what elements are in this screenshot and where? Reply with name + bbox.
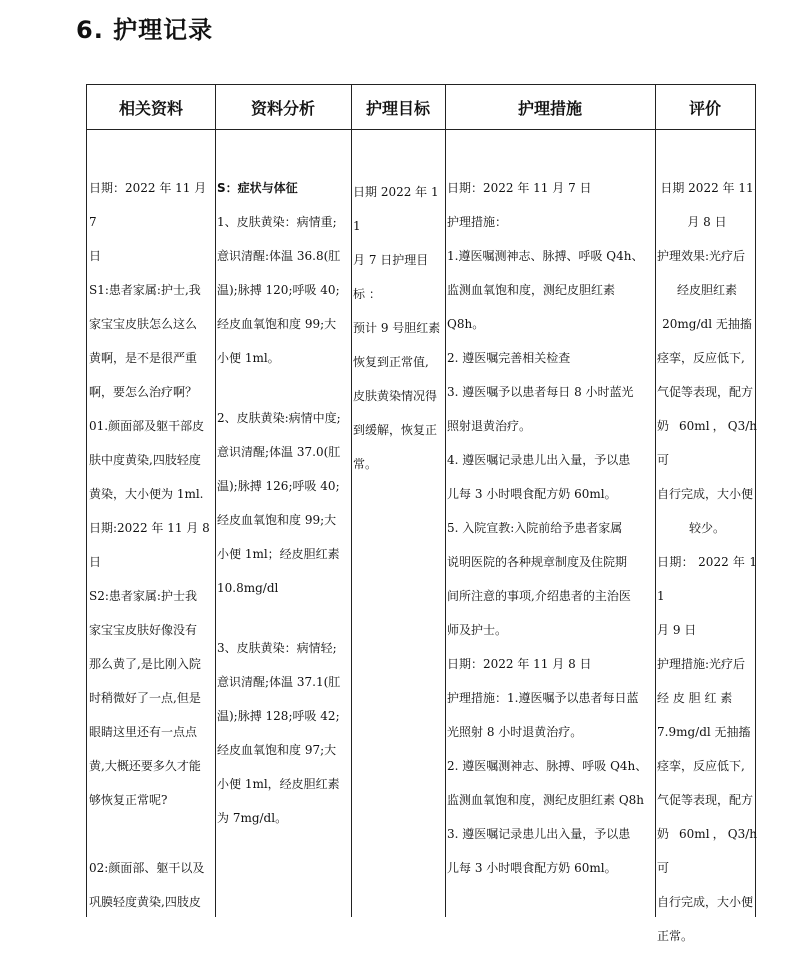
related-data-line: 日期:2022 年 11 月 8 <box>89 521 210 535</box>
related-data-line: S1:患者家属:护士,我 <box>89 283 201 297</box>
measure-line: 3. 遵医嘱记录患儿出入量，予以患 <box>447 827 631 841</box>
analysis-line: 温);脉搏 128;呼吸 42; <box>217 709 340 723</box>
goal-line: 常。 <box>353 457 378 471</box>
evaluation-line: 月 9 日 <box>657 623 697 637</box>
evaluation-line: 自行完成，大小便 <box>657 487 754 501</box>
analysis-line: 意识清醒;体温 37.0(肛 <box>217 445 341 459</box>
related-data-line: 日 <box>89 555 102 569</box>
goal-line: 预计 9 号胆红素 <box>353 321 441 335</box>
analysis-line: 1、皮肤黄染：病情重; <box>217 215 337 229</box>
analysis-group-3 <box>217 631 351 835</box>
related-data-line: 巩膜轻度黄染,四肢皮 <box>89 895 201 909</box>
header-nursing-measures: 护理措施 <box>517 98 582 118</box>
evaluation-cell <box>657 171 757 953</box>
related-data-line: 日 <box>89 249 102 263</box>
measure-line: 日期：2022 年 11 月 8 日 <box>447 657 592 671</box>
measure-line: 儿每 3 小时喂食配方奶 60ml。 <box>447 487 617 501</box>
evaluation-line: 经皮胆红素 <box>676 283 737 297</box>
related-data-line: 黄染，大小便为 1ml. <box>89 487 204 501</box>
related-data-line: 眼睛这里还有一点点 <box>89 725 198 739</box>
goal-line: 月 7 日护理目 <box>353 253 429 267</box>
evaluation-line: 较少。 <box>688 521 725 535</box>
related-data-line: 日期：2022 年 11 月 7 <box>89 181 207 229</box>
evaluation-line: 痉挛，反应低下, <box>657 759 745 773</box>
analysis-line: 意识清醒:体温 36.8(肛 <box>217 249 341 263</box>
measure-line: 5. 入院宣教:入院前给予患者家属 <box>447 521 623 535</box>
evaluation-line: 自行完成，大小便 <box>657 895 754 909</box>
column-divider <box>351 85 352 917</box>
analysis-line: 经皮血氧饱和度 97;大 <box>217 743 337 757</box>
evaluation-line: 日期： 2022 年 11 <box>657 555 757 603</box>
analysis-line: 小便 1ml。 <box>217 351 280 365</box>
analysis-line: 经皮血氧饱和度 99;大 <box>217 513 337 527</box>
evaluation-line: 经 皮 胆 红 素 <box>657 691 733 705</box>
related-data-line: 01.颜面部及躯干部皮 <box>89 419 205 433</box>
data-analysis-cell <box>217 171 351 835</box>
measure-line: 间所注意的事项,介绍患者的主治医 <box>447 589 631 603</box>
analysis-line: 温);脉搏 126;呼吸 40; <box>217 479 340 493</box>
header-evaluation: 评价 <box>688 98 721 118</box>
related-data-line: 黄,大概还要多久才能 <box>89 759 201 773</box>
measure-line: 2. 遵医嘱完善相关检查 <box>447 351 571 365</box>
goal-line: 到缓解，恢复正 <box>353 423 438 437</box>
measure-line: 照射退黄治疗。 <box>447 419 532 433</box>
goal-line: 恢复到正常值, <box>353 355 429 369</box>
column-divider <box>215 85 216 917</box>
measure-line: 监测血氧饱和度，测纪皮胆红素 <box>447 283 616 297</box>
measure-line: 护理措施：1.遵医嘱予以患者每日蓝 <box>447 691 639 705</box>
analysis-group-2 <box>217 401 351 605</box>
related-data-cell <box>89 171 215 919</box>
column-divider <box>445 85 446 917</box>
related-data-line <box>89 817 215 851</box>
measure-line: 说明医院的各种规章制度及住院期 <box>447 555 628 569</box>
analysis-line: 10.8mg/dl <box>217 581 279 595</box>
measure-line: 3. 遵医嘱予以患者每日 8 小时蓝光 <box>447 385 634 399</box>
analysis-line: 意识清醒;体温 37.1(肛 <box>217 675 341 689</box>
nursing-record-table <box>86 84 757 943</box>
analysis-line: 经皮血氧饱和度 99;大 <box>217 317 337 331</box>
analysis-line: 小便 1ml；经皮胆红素 <box>217 547 340 561</box>
analysis-line: 小便 1ml，经皮胆红素 <box>217 777 340 791</box>
related-data-line: 够恢复正常呢? <box>89 793 168 807</box>
measure-line: 师及护士。 <box>447 623 508 637</box>
related-data-line: 肤中度黄染,四肢轻度 <box>89 453 201 467</box>
evaluation-line: 20mg/dl 无抽搐 <box>662 317 752 331</box>
related-data-line: 家宝宝皮肤怎么这么 <box>89 317 198 331</box>
header-related-data: 相关资料 <box>118 98 183 118</box>
related-data-line: 时稍微好了一点,但是 <box>89 691 201 705</box>
header-data-analysis: 资料分析 <box>250 98 315 118</box>
nursing-goal-cell <box>353 175 443 481</box>
related-data-line: 黄啊，是不是很严重 <box>89 351 198 365</box>
goal-line: 日期 2022 年 11 <box>353 185 439 233</box>
evaluation-line: 正常。 <box>657 929 694 943</box>
evaluation-line: 月 8 日 <box>687 215 727 229</box>
header-nursing-goal: 护理目标 <box>365 98 430 118</box>
goal-line: 皮肤黄染情况得 <box>353 389 438 403</box>
evaluation-line: 痉挛，反应低下, <box>657 351 745 365</box>
goal-line: 标 ： <box>353 287 381 301</box>
nursing-measures-cell <box>447 171 655 885</box>
evaluation-line: 气促等表现，配方 <box>657 385 754 399</box>
measure-line: 护理措施： <box>447 215 508 229</box>
measure-line: 光照射 8 小时退黄治疗。 <box>447 725 583 739</box>
evaluation-line: 护理措施:光疗后 <box>657 657 746 671</box>
measure-line: 1.遵医嘱测神志、脉搏、呼吸 Q4h、 <box>447 249 644 263</box>
analysis-line: 为 7mg/dl。 <box>217 811 288 825</box>
analysis-line: 温);脉搏 120;呼吸 40; <box>217 283 340 297</box>
measure-line: 儿每 3 小时喂食配方奶 60ml。 <box>447 861 617 875</box>
related-data-line: 啊，要怎么治疗啊？ <box>89 385 198 399</box>
evaluation-line: 奶 60ml，Q3/h 可 <box>657 419 757 467</box>
symptoms-heading: S：症状与体征 <box>217 181 298 195</box>
section-title: 6. 护理记录 <box>76 16 214 44</box>
column-divider <box>655 85 656 917</box>
analysis-line: 2、皮肤黄染:病情中度; <box>217 411 341 425</box>
analysis-group-1 <box>217 205 351 375</box>
evaluation-line: 护理效果:光疗后 <box>657 249 746 263</box>
measure-line: 日期：2022 年 11 月 7 日 <box>447 181 592 195</box>
related-data-line: S2:患者家属:护士我 <box>89 589 197 603</box>
measure-line: 2. 遵医嘱测神志、脉搏、呼吸 Q4h、 <box>447 759 648 773</box>
evaluation-line: 7.9mg/dl 无抽搐 <box>657 725 751 739</box>
related-data-line: 家宝宝皮肤好像没有 <box>89 623 198 637</box>
measure-line: Q8h。 <box>447 317 485 331</box>
related-data-line: 02:颜面部、躯干以及 <box>89 861 205 875</box>
analysis-line: 3、皮肤黄染：病情轻; <box>217 641 337 655</box>
measure-line: 4. 遵医嘱记录患儿出入量，予以患 <box>447 453 631 467</box>
evaluation-line: 奶 60ml，Q3/h 可 <box>657 827 757 875</box>
evaluation-line: 日期 2022 年 11 <box>660 181 754 195</box>
related-data-line: 那么黄了,是比刚入院 <box>89 657 201 671</box>
header-divider <box>87 129 756 130</box>
measure-line: 监测血氧饱和度，测纪皮胆红素 Q8h <box>447 793 645 807</box>
evaluation-line: 气促等表现，配方 <box>657 793 754 807</box>
